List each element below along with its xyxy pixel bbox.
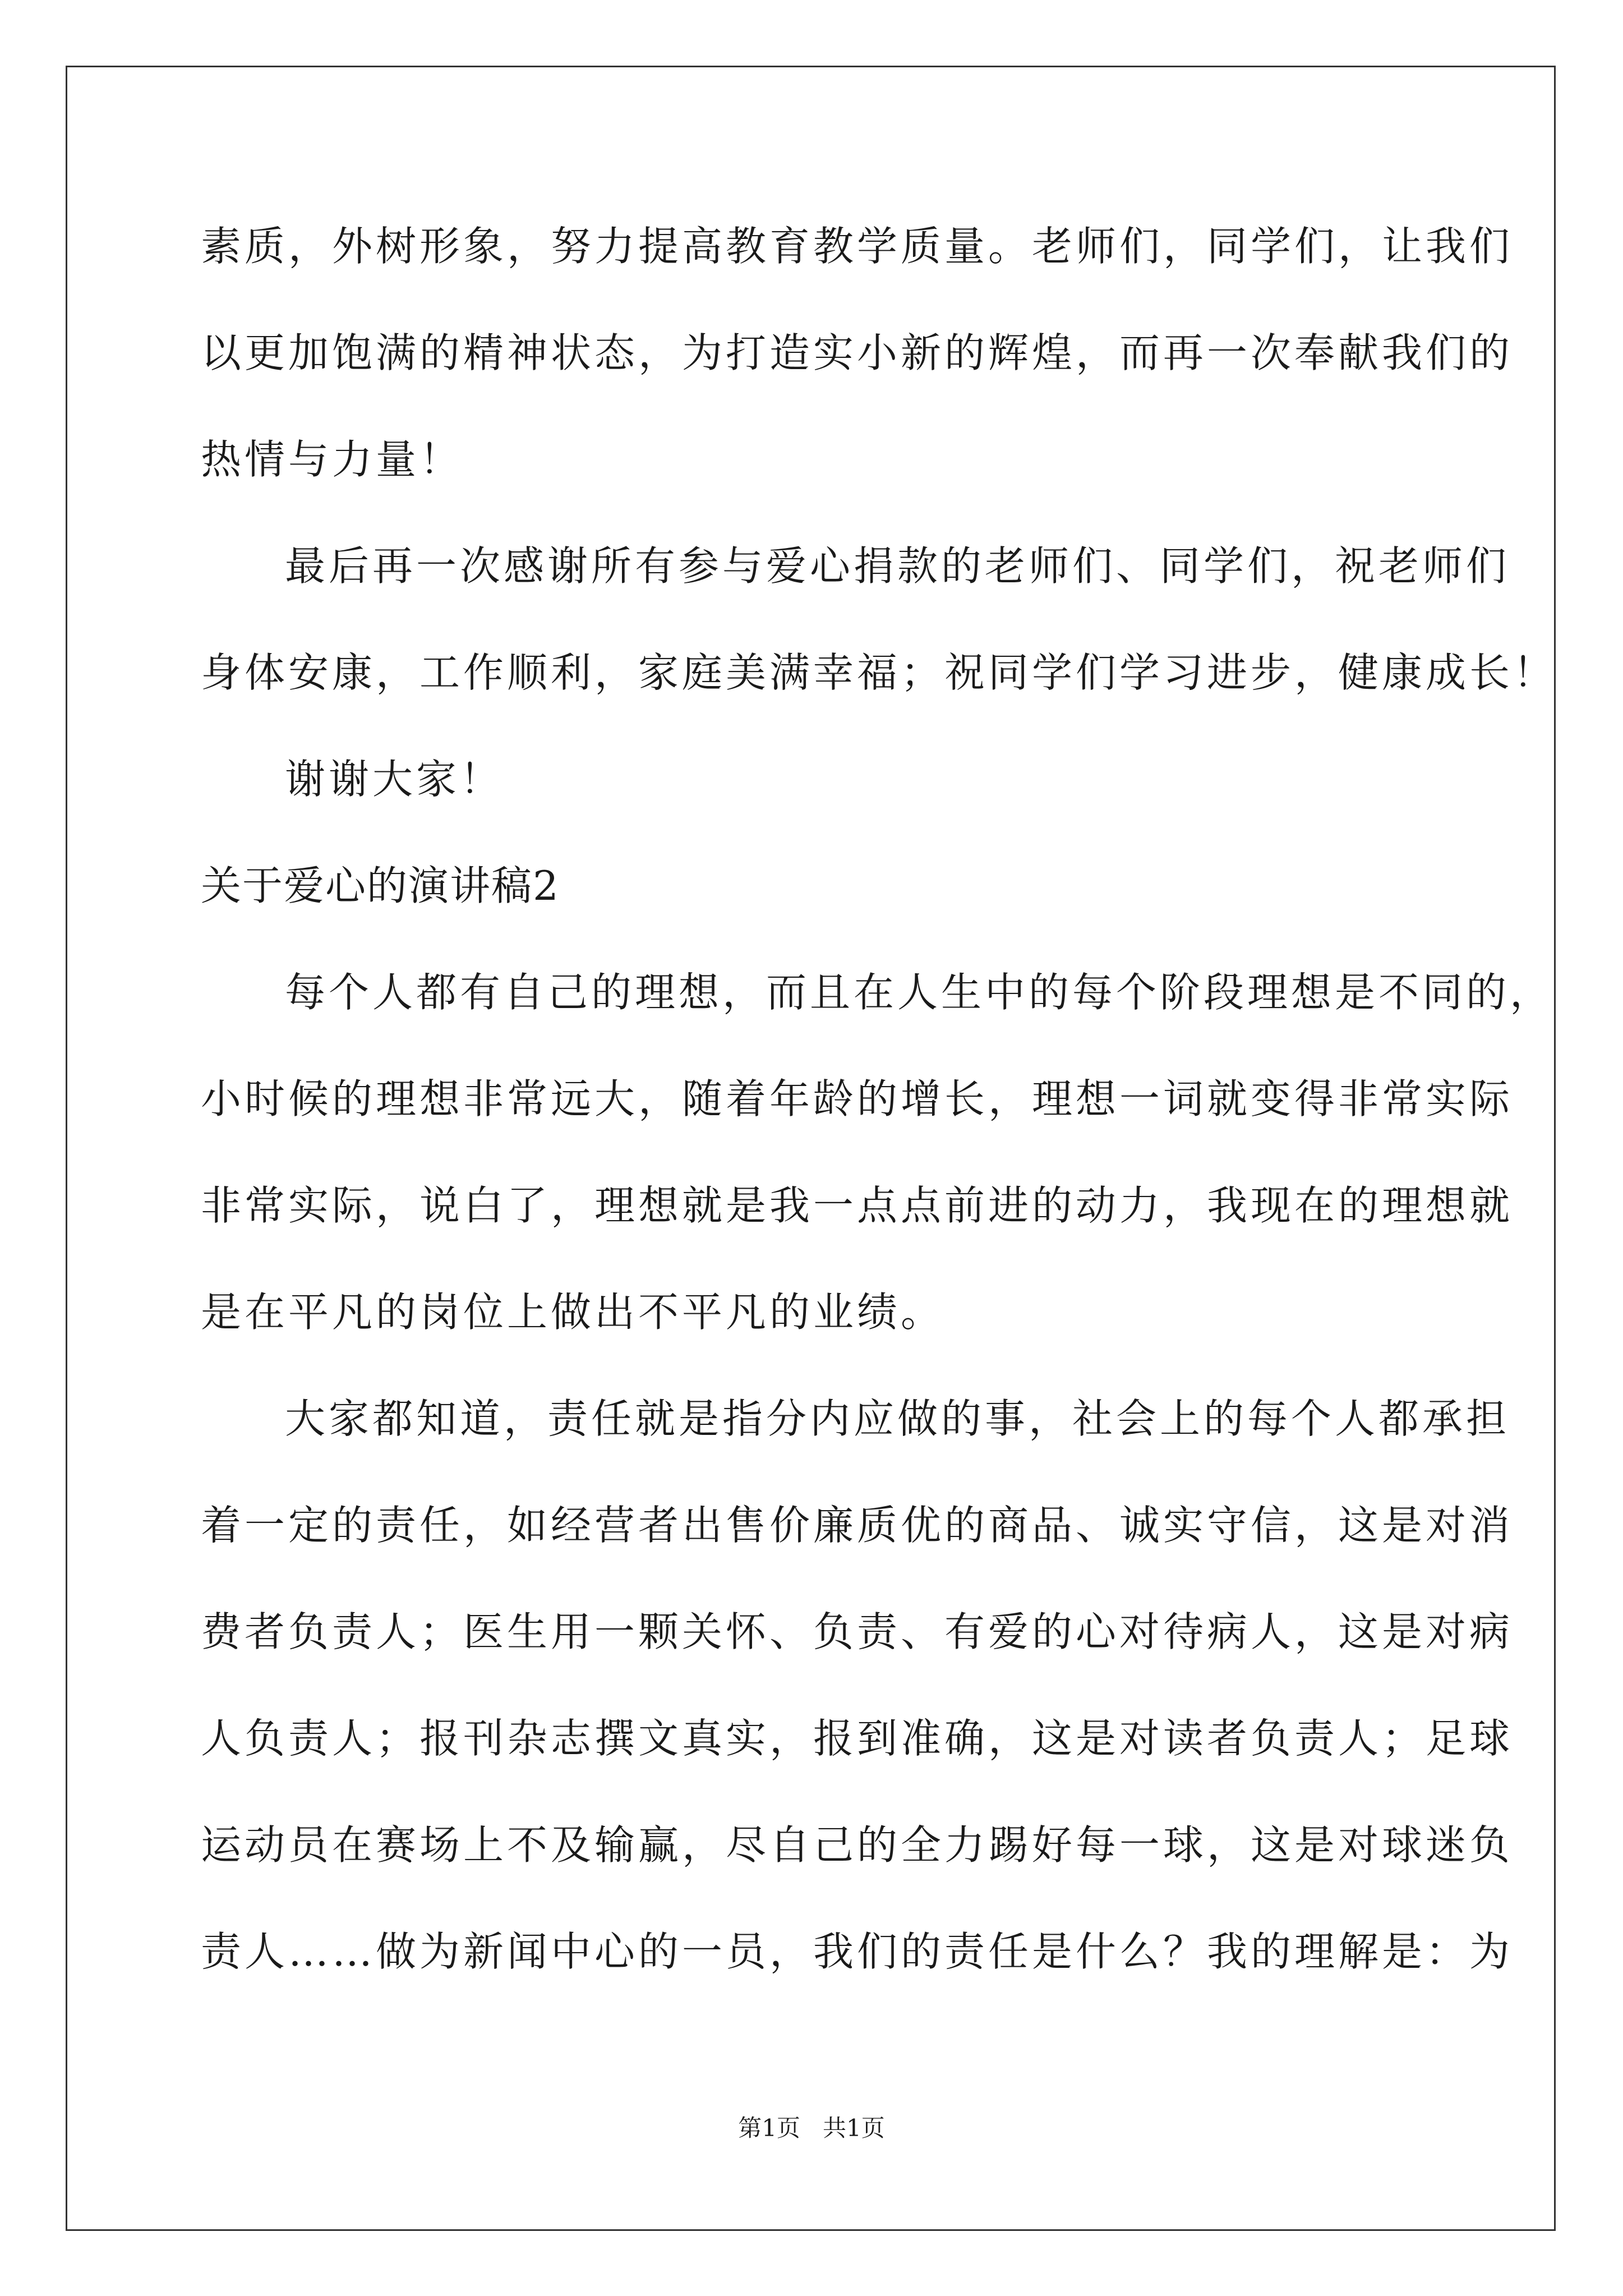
- text-line: 以更加饱满的精神状态，为打造实小新的辉煌，而再一次奉献我们的: [201, 329, 1514, 376]
- text-line: 小时候的理想非常远大，随着年龄的增长，理想一词就变得非常实际: [201, 1075, 1514, 1122]
- text-line: 着一定的责任，如经营者出售价廉质优的商品、诚实守信，这是对消: [201, 1502, 1514, 1549]
- text-line: 人负责人；报刊杂志撰文真实，报到准确，这是对读者负责人；足球: [201, 1715, 1514, 1762]
- section-heading: 关于爱心的演讲稿2: [201, 862, 560, 909]
- text-line: 大家都知道，责任就是指分内应做的事，社会上的每个人都承担: [285, 1395, 1510, 1442]
- page-border: [66, 66, 1556, 2231]
- text-line: 每个人都有自己的理想，而且在人生中的每个阶段理想是不同的，: [285, 969, 1554, 1016]
- text-line: 责人……做为新闻中心的一员，我们的责任是什么？我的理解是：为: [201, 1928, 1514, 1975]
- text-line: 是在平凡的岗位上做出不平凡的业绩。: [201, 1289, 945, 1336]
- text-line: 素质，外树形象，努力提高教育教学质量。老师们，同学们，让我们: [201, 223, 1514, 270]
- text-line: 身体安康，工作顺利，家庭美满幸福；祝同学们学习进步，健康成长！: [201, 649, 1557, 696]
- text-line: 费者负责人；医生用一颗关怀、负责、有爱的心对待病人，这是对病: [201, 1608, 1514, 1655]
- text-line: 非常实际，说白了，理想就是我一点点前进的动力，我现在的理想就: [201, 1182, 1514, 1229]
- text-line: 热情与力量！: [201, 436, 464, 483]
- text-line: 谢谢大家！: [285, 756, 504, 803]
- text-line: 最后再一次感谢所有参与爱心捐款的老师们、同学们，祝老师们: [285, 542, 1510, 590]
- text-line: 运动员在赛场上不及输赢，尽自己的全力踢好每一球，这是对球迷负: [201, 1821, 1514, 1869]
- page-number-footer: 第1页 共1页: [738, 2114, 885, 2142]
